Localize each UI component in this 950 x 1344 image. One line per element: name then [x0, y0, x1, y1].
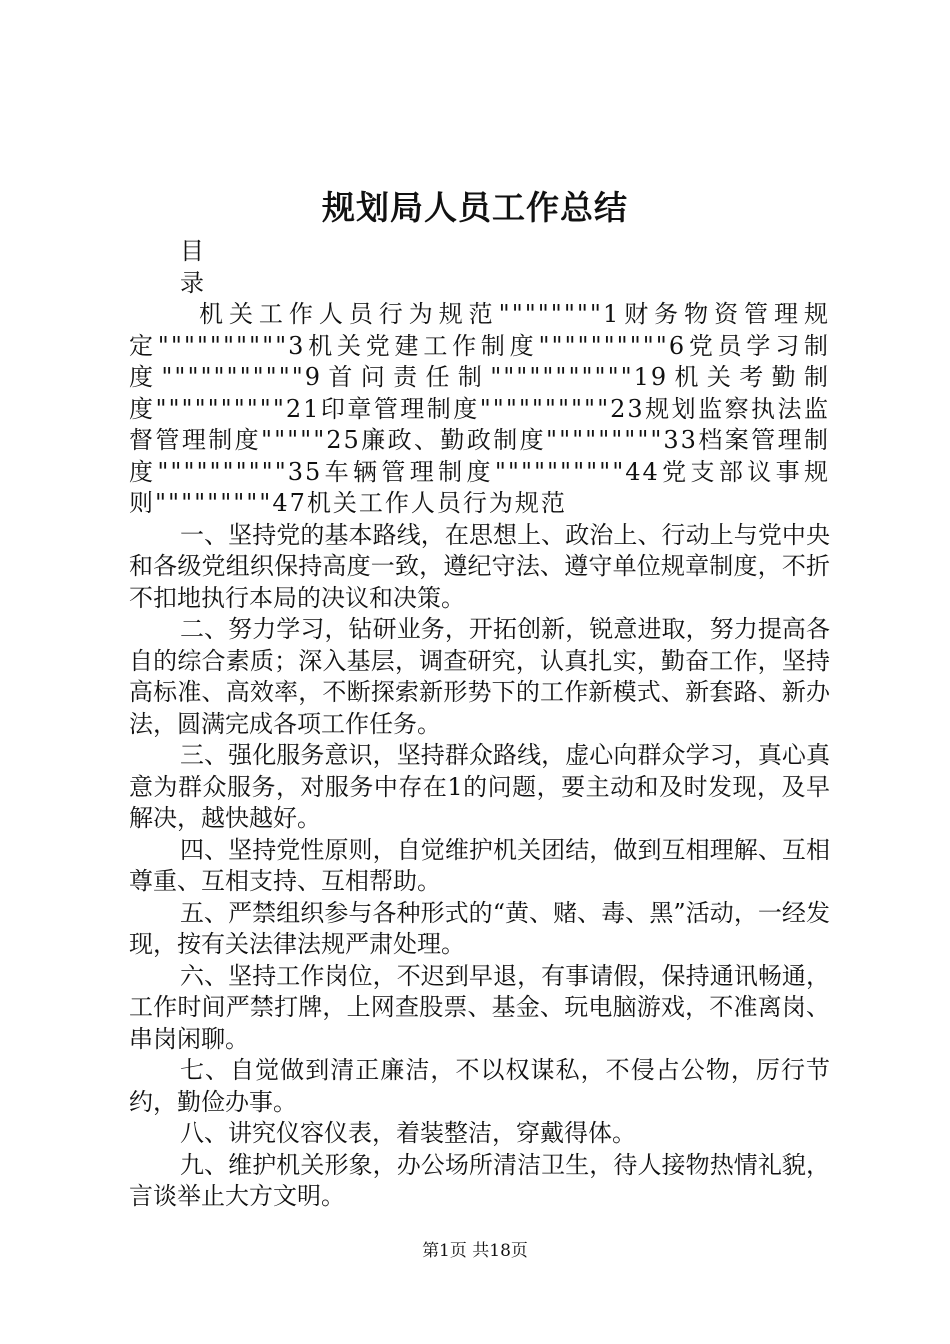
paragraph-4: 四、坚持党性原则，自觉维护机关团结，做到互相理解、互相尊重、互相支持、互相帮助。	[129, 835, 830, 895]
paragraph-3: 三、强化服务意识，坚持群众路线，虚心向群众学习，真心真意为群众服务，对服务中存在1的问题，要主动和及时发现，及早解决，越快越好。	[129, 741, 830, 832]
toc-heading-line1: 目	[180, 237, 204, 265]
paragraph-2: 二、努力学习，钻研业务，开拓创新，锐意进取，努力提高各自的综合素质；深入基层，调查研究，认真扎实，勤奋工作，坚持高标准、高效率，不断探索新形势下的工作新模式、新套路、新办法，圆满完成各项工作任务。	[129, 615, 830, 738]
document-body	[129, 236, 830, 1213]
paragraph-5: 五、严禁组织参与各种形式的“黄、赌、毒、黑”活动，一经发现，按有关法律法规严肃处理。	[129, 898, 830, 958]
paragraph-1: 一、坚持党的基本路线，在思想上、政治上、行动上与党中央和各级党组织保持高度一致，遵纪守法、遵守单位规章制度，不折不扣地执行本局的决议和决策。	[129, 520, 830, 612]
paragraph-6: 六、坚持工作岗位，不迟到早退，有事请假，保持通讯畅通，工作时间严禁打牌，上网查股票、基金、玩电脑游戏，不准离岗、串岗闲聊。	[129, 961, 830, 1053]
toc-heading-line2: 录	[180, 268, 204, 297]
document-title: 规划局人员工作总结	[322, 188, 628, 227]
paragraph-8: 八、讲究仪容仪表，着装整洁，穿戴得体。	[180, 1119, 636, 1147]
toc-text: 机关工作人员行为规范""""""""1财务物资管理规定""""""""""3机关党建工作制度""""""""""6党员学习制度"""""""""""9首问责任制"""""""""""19机关考勤制度""""""""""21印章管理制度""""""""""23规划监察执法监督管理制度"""""25廉政、勤政制度"""""""""33档案管理制度""""""""""35车辆管理制度""""""""""44党支部议事规则"""""""""47机关工作人员行为规范	[129, 300, 830, 517]
page-footer: 第1页 共18页	[422, 1241, 528, 1261]
paragraph-9: 九、维护机关形象，办公场所清洁卫生，待人接物热情礼貌，言谈举止大方文明。	[129, 1150, 830, 1210]
paragraph-7: 七、自觉做到清正廉洁，不以权谋私，不侵占公物，厉行节约，勤俭办事。	[129, 1056, 830, 1116]
